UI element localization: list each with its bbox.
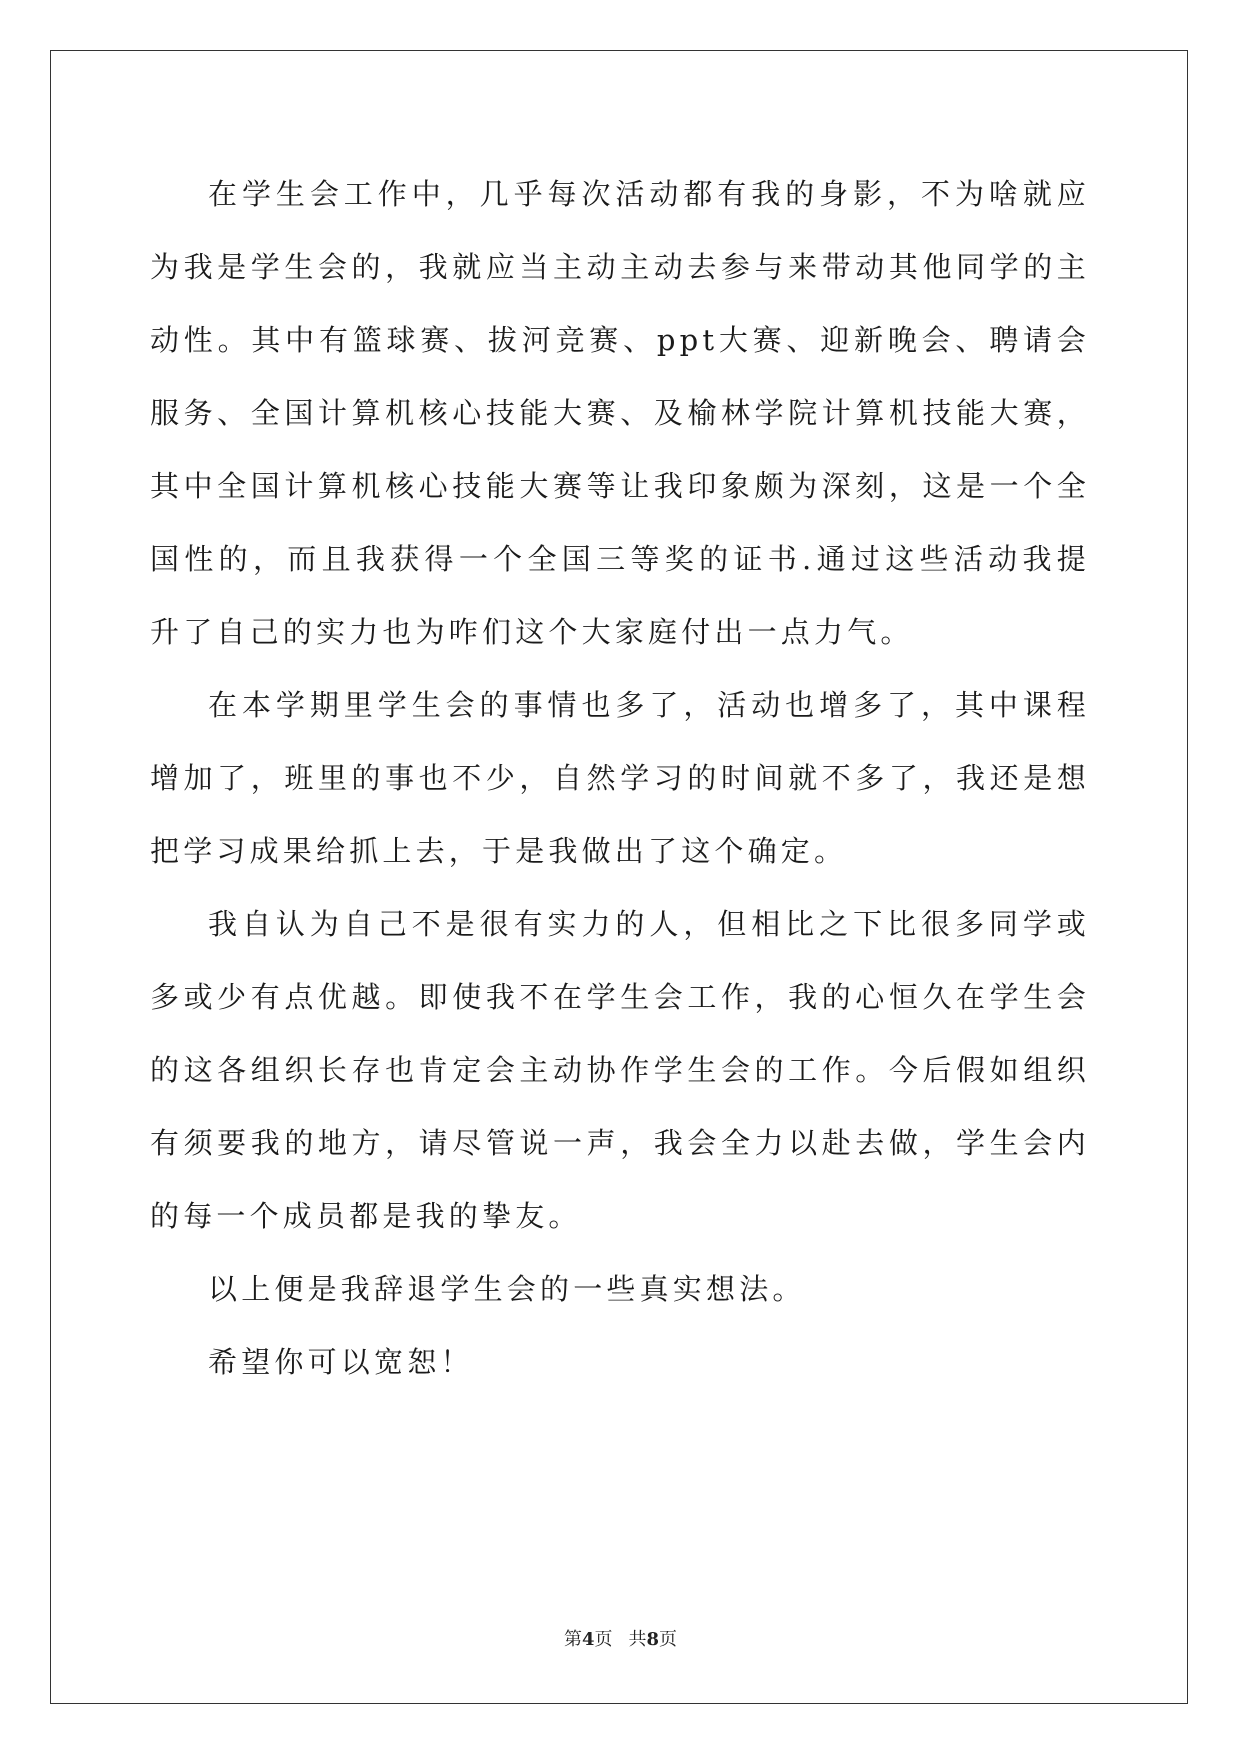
paragraph-closing: 希望你可以宽恕！ bbox=[208, 1345, 474, 1379]
total-page-count: 8 bbox=[646, 1629, 660, 1650]
total-suffix: 页 bbox=[659, 1629, 678, 1650]
paragraph-self-assessment: 我自认为自己不是很有实力的人，但相比之下比很多同学或多或少有点优越。即使我不在学生会工作，我的心恒久在学生会的这各组织长存也肯定会主动协作学生会的工作。今后假如组织有须要我的地方，请尽管说一声，我会全力以赴去做，学生会内的每一个成员都是我的挚友。 bbox=[150, 907, 1090, 1233]
page-number-footer bbox=[0, 1628, 1241, 1652]
page-prefix: 第 bbox=[563, 1629, 582, 1650]
paragraph-activities: 在学生会工作中，几乎每次活动都有我的身影，不为啥就应为我是学生会的，我就应当主动主动去参与来带动其他同学的主动性。其中有篮球赛、拔河竞赛、ppt大赛、迎新晚会、聘请会服务、全国计算机核心技能大赛、及榆林学院计算机技能大赛，其中全国计算机核心技能大赛等让我印象颇为深刻，这是一个全国性的，而且我获得一个全国三等奖的证书.通过这些活动我提升了自己的实力也为咋们这个大家庭付出一点力气。 bbox=[150, 177, 1090, 649]
paragraph-summary: 以上便是我辞退学生会的一些真实想法。 bbox=[208, 1272, 806, 1306]
page-suffix: 页 bbox=[594, 1629, 613, 1650]
current-page-number: 4 bbox=[581, 1629, 595, 1650]
document-body bbox=[150, 158, 1090, 1399]
paragraph-semester: 在本学期里学生会的事情也多了，活动也增多了，其中课程增加了，班里的事也不少，自然学习的时间就不多了，我还是想把学习成果给抓上去，于是我做出了这个确定。 bbox=[150, 688, 1090, 868]
total-prefix: 共 bbox=[628, 1629, 647, 1650]
